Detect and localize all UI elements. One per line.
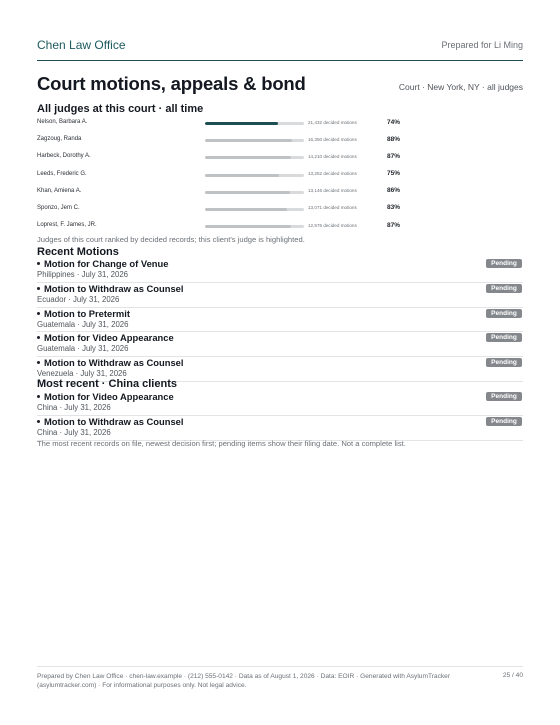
- status-badge: Pending: [486, 358, 522, 367]
- judge-pct: 88%: [387, 135, 401, 143]
- bullet-icon: [37, 420, 40, 423]
- judge-name: Sponzo, Jem C.: [37, 204, 80, 211]
- judge-bar-fill: [205, 208, 287, 211]
- judge-pct: 83%: [387, 204, 401, 212]
- judges-note: Judges of this court ranked by decided records; this client's judge is highlighted.: [37, 235, 305, 244]
- judge-bar-fill: [205, 139, 292, 142]
- judge-name: Harbeck, Dorothy A.: [37, 153, 91, 160]
- motion-meta: China · July 31, 2026: [37, 427, 111, 437]
- bullet-icon: [37, 361, 40, 364]
- judge-decided-count: 13,071 decided motions: [308, 205, 357, 211]
- page-number: 25 / 40: [502, 672, 523, 679]
- judge-row: [37, 116, 523, 133]
- list-item[interactable]: [37, 416, 523, 441]
- judge-pct: 75%: [387, 170, 401, 178]
- motion-title: Motion to Withdraw as Counsel: [44, 282, 184, 294]
- list-item[interactable]: [37, 391, 523, 416]
- judge-bar-track: [205, 191, 304, 194]
- judge-name: Zagzoug, Randa: [37, 136, 82, 143]
- motion-title: Motion to Pretermit: [44, 307, 130, 319]
- motion-meta: Ecuador · July 31, 2026: [37, 294, 120, 304]
- recent-motions-heading: Recent Motions: [37, 246, 119, 258]
- bullet-icon: [37, 336, 40, 339]
- list-item[interactable]: [37, 332, 523, 357]
- prepared-for: Prepared for Li Ming: [441, 40, 523, 50]
- judge-decided-count: 12,576 decided motions: [308, 222, 357, 228]
- motion-meta: Philippines · July 31, 2026: [37, 270, 129, 279]
- judges-list: [37, 116, 523, 236]
- judge-bar-fill: [205, 225, 291, 228]
- judge-decided-count: 16,350 decided motions: [308, 136, 357, 142]
- motion-meta: China · July 31, 2026: [37, 403, 111, 412]
- footer-text: Prepared by Chen Law Office · chen-law.example · (212) 555-0142 · Data as of August 1, 2026 · Data: EOIR · Generated with AsylumTracker (asylumtracker.com) · For informational purposes only. Not legal advice.: [37, 673, 451, 689]
- judge-bar-track: [205, 208, 304, 211]
- motion-meta: Guatemala · July 31, 2026: [37, 344, 129, 354]
- bullet-icon: [37, 395, 40, 398]
- list-item[interactable]: [37, 308, 523, 333]
- status-badge: Pending: [486, 259, 522, 268]
- judge-name: Nelson, Barbara A.: [37, 119, 88, 125]
- motion-title: Motion to Withdraw as Counsel: [44, 357, 184, 369]
- judge-name: Leeds, Frederic G.: [37, 170, 87, 177]
- status-badge: Pending: [486, 284, 522, 293]
- status-badge: Pending: [486, 417, 522, 426]
- judge-pct: 86%: [387, 187, 401, 195]
- judge-bar-fill: [205, 174, 279, 177]
- report-page: [37, 0, 523, 725]
- judge-bar-track: [205, 156, 304, 159]
- list-item[interactable]: [37, 258, 523, 283]
- judge-pct: 74%: [387, 118, 401, 126]
- status-badge: Pending: [486, 309, 522, 318]
- status-badge: Pending: [486, 392, 522, 401]
- motion-meta: Guatemala · July 31, 2026: [37, 319, 129, 329]
- title-row: [37, 73, 523, 99]
- judge-row: [37, 185, 523, 202]
- judge-decided-count: 13,146 decided motions: [308, 188, 357, 194]
- judge-row: [37, 219, 523, 236]
- motion-title: Motion for Video Appearance: [44, 332, 174, 344]
- motion-title: Motion for Change of Venue: [44, 258, 169, 269]
- judge-pct: 87%: [387, 221, 401, 229]
- page-title: Court motions, appeals & bond: [37, 73, 306, 94]
- judge-name: Loprest, F. James, JR.: [37, 222, 97, 229]
- motion-title: Motion for Video Appearance: [44, 391, 174, 402]
- firm-name: Chen Law Office: [37, 38, 126, 52]
- china-clients-heading: Most recent · China clients: [37, 378, 177, 390]
- judge-decided-count: 14,210 decided motions: [308, 153, 357, 159]
- judge-row: [37, 168, 523, 185]
- judge-row: [37, 150, 523, 167]
- judge-pct: 87%: [387, 152, 401, 160]
- page-footer: [37, 666, 523, 689]
- bullet-icon: [37, 312, 40, 315]
- judge-bar-track: [205, 174, 304, 177]
- motion-meta: Venezuela · July 31, 2026: [37, 369, 127, 379]
- judge-row: [37, 133, 523, 150]
- judge-bar-fill: [205, 191, 290, 194]
- judge-bar-track: [205, 139, 304, 142]
- judge-decided-count: 13,252 decided motions: [308, 171, 357, 177]
- judge-name: Khan, Amiena A.: [37, 187, 82, 194]
- judge-decided-count: 21,432 decided motions: [308, 119, 357, 125]
- bullet-icon: [37, 287, 40, 290]
- page-header: [37, 38, 523, 61]
- court-info: Court · New York, NY · all judges: [398, 82, 523, 92]
- bullet-icon: [37, 262, 40, 265]
- judge-bar-fill: [205, 122, 278, 125]
- judge-bar-fill: [205, 156, 291, 159]
- list-item[interactable]: [37, 283, 523, 308]
- judge-row: [37, 202, 523, 219]
- china-clients-note: The most recent records on file, newest decision first; pending items show their filing date. Not a complete list.: [37, 439, 406, 448]
- status-badge: Pending: [486, 333, 522, 342]
- motion-title: Motion to Withdraw as Counsel: [44, 415, 184, 427]
- judge-bar-track: [205, 225, 304, 228]
- china-clients-list: [37, 391, 523, 441]
- recent-motions-list: [37, 258, 523, 382]
- judges-heading: All judges at this court · all time: [37, 103, 204, 115]
- judge-bar-track: [205, 122, 304, 125]
